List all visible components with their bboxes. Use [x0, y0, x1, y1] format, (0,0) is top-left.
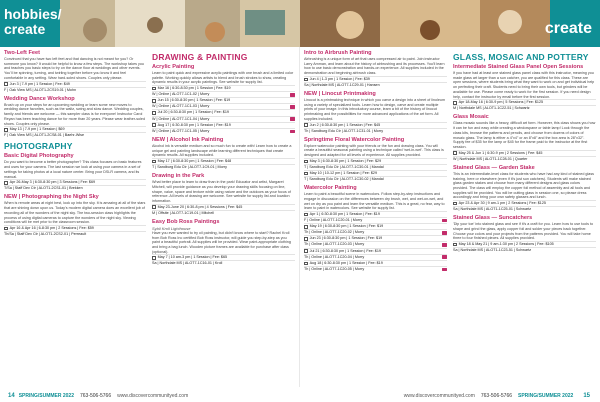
class-title: Easy Bob Ross Paintings	[152, 218, 220, 225]
class-title: Drawing in the Park	[152, 173, 205, 180]
section-heading: DRAWING & PAINTING	[152, 52, 248, 62]
session-row[interactable]: May 3 | 6:30-8:30 pm | 1 Session | Fee: $29	[304, 158, 447, 164]
class-description: What better place to learn to draw than in the park! Educator and artist, Margaret Mitchell, will provide guidance as you develop your drawing skills focusing on line, shape, value, space and texture while using nature and the outdoors as your focus of reference. All levels of drawing are welcome. See website for supply list and location information.	[152, 180, 291, 203]
class-listing	[453, 215, 596, 253]
checkbox-icon[interactable]	[453, 101, 457, 105]
session-detail: W | Northdale MS | ALOT1-1C28-01 | Quarter	[453, 156, 596, 162]
checkbox-icon[interactable]	[304, 123, 308, 127]
class-description: Airbrushing is a unique form of art that uses compressed air to paint. Join instructor Larry Amman, and learn about the history of airbrushing and its processes. You'll learn how to use basic demonstration and hands-on experience. All supplies included in the demonstration and beginning airbrush class.	[304, 57, 445, 76]
online-icon	[442, 219, 447, 223]
session-detail: W | Online | ALOT7-1C1-05 | Morry	[152, 128, 295, 134]
class-listing	[152, 137, 295, 170]
online-icon	[442, 268, 447, 272]
section-heading: PHOTOGRAPHY	[4, 141, 73, 152]
session-row[interactable]: Mar 16 | 6:30-8:30 pm | 1 Session | Fee: $19	[152, 85, 295, 91]
session-row[interactable]: May 7 | 10 am-3 pm | 1 Session | Fee: $65	[152, 254, 295, 260]
class-listing	[304, 50, 447, 88]
website-link[interactable]: www.discovercommunityed.com	[117, 392, 189, 399]
class-title: Acrylic Painting	[152, 64, 195, 70]
checkbox-icon[interactable]	[4, 128, 8, 132]
class-description: Linocut is a printmaking technique in which you carve a design into a sheet of linoleum using a variety of specialized tools. Learn how to design, carve and create multiple prints of your image. In this introductory course, learn a bit of the history of linocut printmaking and the possibilities for more advanced applications of the art form. All supplies included.	[304, 98, 446, 121]
online-icon	[290, 93, 295, 97]
class-subtitle: Sybil Kroll Lighthouse	[152, 225, 191, 231]
class-title: Watercolor Painting	[304, 185, 357, 192]
page-gutter	[299, 47, 300, 387]
class-title: Intro to Airbrush Painting	[304, 50, 372, 56]
session-row[interactable]: May 18 & May 21 | 9 am-1:30 pm | 2 Sessions | Fee: $105	[453, 241, 596, 247]
class-title: Stained Glass — Suncatchers	[453, 215, 533, 222]
session-detail: Th | Online | ALOT7-1C20-02 | Morry	[304, 229, 447, 235]
session-detail: F | Oak View MS | ALOT1-2CS19-01 | Mohn	[4, 87, 146, 93]
session-row[interactable]: May 10 | 10-12 pm | 1 Session | Fee: $29	[304, 170, 447, 176]
class-listing	[152, 64, 295, 134]
session-row[interactable]: Jun 4 | 1-3 pm | 1 Session | Fee: $39	[304, 76, 447, 82]
session-detail: T/Sa | Staff Dev Ctr | ALOT1-2CS1-01 | Brekken	[4, 185, 146, 191]
class-description: Alcohol ink is versatile medium and so much fun to create with! Learn how to create a unique gel and painting landscape while learning different techniques that create dynamic results. All supplies included.	[152, 143, 292, 158]
class-listing	[4, 50, 146, 93]
session-detail: Sa | Northdale MS | ALOT1-1C23-51 | Schwartz	[453, 247, 596, 253]
session-row[interactable]: May 25 & Jun 1 | 6:30-9 pm | 2 Sessions | Fee: $45	[453, 150, 596, 156]
publication-label: SPRING/SUMMER 2022	[518, 392, 574, 399]
online-icon	[442, 255, 447, 259]
checkbox-icon[interactable]	[152, 205, 156, 209]
session-row[interactable]: Aug 18 | 6:30-8:30 pm | 1 Session | Fee: $19	[304, 260, 447, 266]
session-detail: M | Northdale MS | ALOT1-1C22-51 | Schwartz	[453, 105, 596, 111]
online-icon	[290, 105, 295, 109]
class-description: Brush up on your steps for an upcoming wedding or learn some new moves to wedding dance favorites, such as the waltz, swing and slow dance. Wedding couples, family and friends are welcome — this sampler class is for everyone! Instructor Carol Reyan has been teaching dance for for more than 20 years. Please wear leather-soled shoes. Couples only please.	[4, 102, 146, 126]
checkbox-icon[interactable]	[304, 249, 308, 253]
checkbox-icon[interactable]	[453, 202, 457, 206]
session-detail: T | Sandburg Edu Ctr | ALOT7-1C30-02 | Mandal	[304, 176, 447, 182]
right-banner	[300, 0, 600, 47]
class-listing	[453, 64, 596, 111]
class-description: Learn to paint quick and expressive acrylic paintings with one brush and a limited color palette. Working quickly allows artists to blend and brush strokes to show, creating dynamic results in your acrylic paintings. See website for supply list.	[152, 71, 294, 85]
session-row[interactable]: Jul 21 | 6:30-8:30 pm | 1 Session | Fee: $19	[304, 248, 447, 254]
session-row[interactable]: Aug 17 | 6:30-8:30 pm | 1 Session | Fee: $19	[152, 122, 295, 128]
checkbox-icon[interactable]	[152, 111, 156, 115]
session-detail: Sa | Northdale MS | ALOT7-1C16-01 | Kroll	[152, 260, 295, 266]
session-row[interactable]: Apr 26-May 3 | 6:30-8:30 pm | 3 Sessions | Fee: $69	[4, 179, 146, 185]
class-description: Glass mosaic sounds like a heavy, difficult art form. However, this class shows you how it can be fun and easy while creating a windowpane or table lamp! Look through the class kits, browse the patterns and pencils, and choose from dozens of colors of mosaic glass. The lamp is either a 4"x4" or an 8"x8" and the box area is 28"x32". Supply fee of $35 for the lamp or $45 for the frame paid to the instructor at the first session.	[453, 121, 596, 149]
session-detail: W | Online | ALOT7-1C1-04 | Morry	[152, 116, 295, 122]
checkbox-icon[interactable]	[152, 256, 156, 260]
session-row[interactable]: Jun 23 | 6:30-8:30 pm | 1 Session | Fee: $19	[304, 235, 447, 241]
session-row[interactable]: Apr 16 & Apr 16 | 6-8:30 pm | 2 Sessions | Fee: $59	[4, 225, 146, 231]
class-listing	[4, 194, 146, 237]
class-title: NEW | Alcohol Ink Painting	[152, 136, 224, 143]
checkbox-icon[interactable]	[304, 225, 308, 229]
class-listing	[453, 165, 596, 212]
class-listing	[152, 219, 295, 267]
footer-left	[0, 389, 300, 402]
class-description: When is remote areas at night best, look up into the sky. It is amazing at all of the stars that are shining down upon us. Today's modern digital camera does an excellent job of recording all of the wonders of the night sky. The two-session class highlights the process of using digital cameras to capture the wonders of the night sky. Viewing conditions will be met prior to the classroom session.	[4, 201, 146, 225]
page-number: 15	[583, 392, 590, 399]
online-icon	[442, 243, 447, 247]
session-row[interactable]: May 19 | 6:30-8:30 pm | 1 Session | Fee: $19	[304, 223, 447, 229]
column-3	[304, 50, 447, 386]
checkbox-icon[interactable]	[152, 123, 156, 127]
phone-number: 763-506-5766	[79, 392, 112, 399]
footer-right	[300, 389, 600, 402]
session-row[interactable]: Jun 2 | 6:30-8:30 pm | 1 Session | Fee: $45	[304, 122, 447, 128]
class-description: Explore watercolor painting with your friends or the fun and drawing class. You will create a beautiful seasonal painting using a technique called 'wet-in-wet'. This class is designed and adapted for all levels of experience. All supplies provided.	[304, 143, 444, 158]
column-4	[453, 50, 596, 386]
class-title: Glass Mosaic	[453, 114, 489, 121]
session-row[interactable]: May 23-June 20 | 6:30-8 pm | 4 Sessions | Fee: $45	[152, 204, 295, 210]
checkbox-icon[interactable]	[152, 99, 156, 103]
checkbox-icon[interactable]	[304, 213, 308, 217]
class-listing	[152, 173, 295, 216]
checkbox-icon[interactable]	[4, 227, 8, 231]
checkbox-icon[interactable]	[4, 181, 8, 185]
online-icon	[442, 231, 447, 235]
session-detail: W | Online | ALOT7-1C1-03 | Morry	[152, 103, 295, 109]
class-title: Wedding Dance Workshop	[4, 95, 75, 102]
banner-photo	[55, 0, 300, 47]
checkbox-icon[interactable]	[152, 87, 156, 91]
class-listing	[453, 114, 596, 161]
checkbox-icon[interactable]	[453, 243, 457, 247]
checkbox-icon[interactable]	[304, 78, 308, 82]
left-banner-title: hobbies/ create	[4, 6, 62, 37]
session-row[interactable]: Apr 18-May 16 | 6:30-9 pm | 5 Sessions | Fee: $125	[453, 99, 596, 105]
online-icon	[290, 130, 295, 134]
class-description: If you have had at least one stained glass panel class with this instructor, meaning you made glass art larger than a sun catcher, you are qualified for this class. These are open sessions, where students bring what they want to work on and get individual help on perfecting their craft. Students need to bring their own tools, but grinders will be available for use. Please come ready to work for the first session. If you need design help, contact the instructor by email before the first session.	[453, 71, 595, 99]
session-row[interactable]: Apr 23 & Apr 30 | 9 am-1 pm | 2 Sessions | Fee: $125	[453, 200, 596, 206]
left-banner	[0, 0, 300, 47]
class-title: Basic Digital Photography	[4, 153, 74, 160]
session-detail: F | Online | ALOT7-1C20-01 | Morry	[304, 217, 447, 223]
online-icon	[290, 117, 295, 121]
session-detail: T | Sandburg Edu Ctr | ALOT7-1C30-01 | Mandal	[304, 164, 447, 170]
session-row[interactable]: May 17 | 6:30-8:30 pm | 1 Session | Fee: $48	[152, 158, 295, 164]
session-row[interactable]: Jun 15 | 6:30-8:30 pm | 1 Session | Fee: $19	[152, 97, 295, 103]
session-detail: M | Offsite | ALOT7-1C19-01 | Mitchell	[152, 210, 295, 216]
class-description: Have you ever wanted to try oil painting, but didn't know where to start? Rachel Kroll from Bob Ross Inc certified Bob Ross instructor, will guide you step-by-step as you paint a beautiful portrait. All supplies will be provided. Wear paint-appropriate clothing and bring a bag lunch. Wooden picture frames are available for purchase after class (optional).	[152, 230, 291, 254]
class-listing	[4, 153, 146, 191]
class-title: Stained Glass — Garden Stake	[453, 164, 535, 171]
session-detail: Th | Online | ALOT7-1C20-04 | Morry	[304, 254, 447, 260]
checkbox-icon[interactable]	[4, 82, 8, 86]
class-description: Do you want to become a better photographer? This class focuses on basic features and uses for your camera. The last session we look at using your camera in a set of settings for taking photos at a local nature center. Bring your DSLR camera, and its manual.	[4, 160, 142, 179]
column-2	[152, 50, 295, 386]
session-detail: Th/Sa | Staff Dev Ctr | ALOT1-2CS2-01 | Perreault	[4, 231, 146, 237]
session-row[interactable]: May 13 | 7-9 pm | 1 Session | $69	[4, 126, 146, 132]
website-link[interactable]: www.discovercommunityed.com	[403, 392, 475, 399]
session-detail: Sa | Northdale MS | ALOT1-1C25-01 | Schwartz	[453, 206, 596, 212]
checkbox-icon[interactable]	[152, 160, 156, 164]
session-detail: Th | Sandburg Edu Ctr | ALOT7-1C31-01 | Morry	[304, 128, 447, 134]
session-detail: Th | Online | ALOT7-1C20-03 | Morry	[304, 241, 447, 247]
session-detail: F | Oak View MS | ALOT1-2CS8-01 | Baehr-Wise	[4, 132, 146, 138]
class-title: NEW | Linocut Printmaking	[304, 91, 376, 97]
class-title: NEW | Photographing the Night Sky	[4, 194, 99, 201]
section-heading: GLASS, MOSAIC AND POTTERY	[453, 52, 589, 62]
checkbox-icon[interactable]	[304, 237, 308, 241]
class-description: Convinced that you have two left feet and that dancing is not meant for you? Or someone you know? It would be helpful to know a few steps. The workshop takes you and teaches you basic steps to try on the dance floor at weddings and other events. You'll be spinning, turning, and twirling together before you know it and feel comfortable in any setting. Wear hard-soled shoes. Couples only please.	[4, 57, 144, 80]
class-listing	[304, 137, 447, 182]
right-banner-title: create	[544, 20, 592, 37]
class-title: Two-Left Feet	[4, 50, 40, 56]
checkbox-icon[interactable]	[304, 172, 308, 176]
class-listing	[4, 96, 146, 139]
session-row[interactable]: Jul 20 | 6:30-8:30 pm | 1 Session | Fee: $19	[152, 109, 295, 115]
checkbox-icon[interactable]	[304, 160, 308, 164]
column-1	[4, 50, 146, 386]
page-number: 14	[8, 392, 15, 399]
checkbox-icon[interactable]	[453, 151, 457, 155]
session-detail: Sa | Northdale MS | ALOT7-1C29-01 | Hansen	[304, 82, 447, 88]
session-detail: W | Online | ALOT7-1C1-02 | Morry	[152, 91, 295, 97]
class-description: Learn to paint a beautiful scene in watercolors. Follow step-by-step instructions and engage in discussion on the differences between dry brush, wet, and wet-on-wet, and wet on dry as you paint and learn the versatile medium. This is a great, no fear, way to learn to paint in watercolors. See website for supply list.	[304, 192, 445, 211]
class-description: 'Dip your toe' into stained glass and see if it's a craft for you. Learn how to use tools to shape and grind the glass, apply copper foil and solder your pieces back together. Choose your colors and your projects from the patterns provided. You will take home three to four finished pieces. All supplies provided.	[453, 222, 594, 241]
class-description: This is an intermediate-level class for students who have had any kind of stained glass training, here or elsewhere (even if it's just sun catchers). Students will make stained glass garden stakes and choose from many different designs and glass colors provided. The class will employ the copper foil method of assembly and all tools and supplies will be provided. You will be cutting glass in session one, so please dress accordingly and bring your own safety glasses and lunch.	[453, 171, 595, 200]
class-listing	[304, 185, 447, 272]
checkbox-icon[interactable]	[304, 262, 308, 266]
session-detail: T | Sandburg Edu Ctr | ALOT7-1C9-01 | Morry	[152, 164, 295, 170]
class-title: Springtime Floral Watercolor Painting	[304, 136, 405, 143]
phone-number: 763-506-5766	[480, 392, 513, 399]
session-row[interactable]: Apr 1 | 6:30-8:30 pm | 1 Session | Fee: $19	[304, 211, 447, 217]
class-listing	[304, 91, 447, 134]
publication-label: SPRING/SUMMER 2022	[18, 392, 74, 399]
session-row[interactable]: Jun 3 | 7-9 pm | 1 Session | Fee: $49	[4, 81, 146, 87]
session-detail: Th | Online | ALOT7-1C20-05 | Morry	[304, 266, 447, 272]
class-title: Intermediate Stained Glass Panel Open Sessions	[453, 64, 584, 70]
